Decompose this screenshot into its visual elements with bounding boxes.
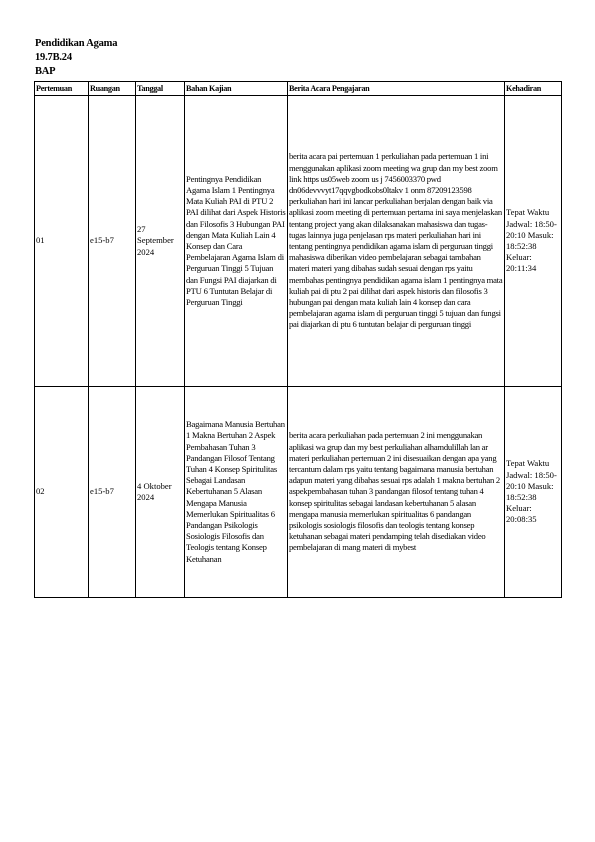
cell-berita-acara: berita acara perkuliahan pada pertemuan 2 ini menggunakan aplikasi wa grup dan my best perkuliahan alhamdulillah lan ar materi perkuliahan pertemuan 2 ini disesuaikan dengan apa yang tercantum dalam rps yaitu tentang bagaimana manusia bertuhan adapun materi yang dibahas sesuai rps adalah 1 makna bertuhan 2 aspekpembahasan tuhan 3 pandangan filosof tentang tuhan 4 konsep spiritulitas sebagai landasan kebertuhanan 5 alasan mengapa manusia memerlukan spiritualitas 6 pandangan psikologis sosiologis filosofis dan teologis tentang konsep ketuhanan sebagai materi pendamping telah disediakan video pembelajaran di mang materi di mybest — [288, 387, 505, 598]
cell-berita-acara: berita acara pai pertemuan 1 perkuliahan pada pertemuan 1 ini menggunakan aplikasi zoom meeting wa grup dan my best zoom link https us05web zoom us j 7456003370 pwd dn06devvvyt17qqvgbodkobs0ltakv 1 onm 87209123598 perkuliahan hari ini lancar perkuliahan berjalan dengan baik via aplikasi zoom meeting di pertemuan pertama ini saya menjelaskan tentang project yang akan dilaksanakan mahasiswa dan tugas-tugas lainnya juga penjelasan rps materi perkuliahan hari ini tentang pentingnya pendidikan agama islam di perguruan tinggi mahasiswa diberikan video pembelajaran sebagai tambahan materi materi yang dibahas sudah sesuai dengan rps yaitu membahas pentingnya pendidikan agama islam 1 pentingnya mata kuliah pai di ptu 2 pai dilihat dari aspek historis dan filosofis 3 hubungan pai dengan mata kuliah lain 4 konsep dan cara pembelajaran agama islam di perguruan tinggi 5 tujuan dan fungsi pai diajarkan di ptu 6 tuntutan belajar di perguruan tinggi — [288, 96, 505, 387]
col-header-kehadiran: Kehadiran — [505, 82, 562, 96]
col-header-tanggal: Tanggal — [136, 82, 185, 96]
cell-bahan-kajian: Pentingnya Pendidikan Agama Islam 1 Pentingnya Mata Kuliah PAI di PTU 2 PAI dilihat dari Aspek Historis dan Filosofis 3 Hubungan PAI dengan Mata Kuliah Lain 4 Konsep dan Cara Pembelajaran Agama Islam di Perguruan Tinggi 5 Tujuan dan Fungsi PAI diajarkan di PTU 6 Tuntutan Belajar di Perguruan Tinggi — [185, 96, 288, 387]
cell-tanggal: 27 September 2024 — [136, 96, 185, 387]
cell-bahan-kajian: Bagaimana Manusia Bertuhan 1 Makna Bertuhan 2 Aspek Pembahasan Tuhan 3 Pandangan Filosof Tentang Tuhan 4 Konsep Spiritulitas Sebagai Landasan Kebertuhanan 5 Alasan Mengapa Manusia Memerlukan Spiritualitas 6 Pandangan Psikologis Sosiologis Filosofis dan Teologis tentang Konsep Ketuhanan — [185, 387, 288, 598]
cell-ruangan: e15-b7 — [89, 96, 136, 387]
col-header-bahan-kajian: Bahan Kajian — [185, 82, 288, 96]
course-title: Pendidikan Agama — [35, 38, 118, 49]
col-header-berita-acara: Berita Acara Pengajaran — [288, 82, 505, 96]
table-row — [35, 96, 562, 387]
cell-kehadiran: Tepat Waktu Jadwal: 18:50-20:10 Masuk: 18:52:38 Keluar: 20:11:34 — [505, 96, 562, 387]
cell-tanggal: 4 Oktober 2024 — [136, 387, 185, 598]
cell-ruangan: e15-b7 — [89, 387, 136, 598]
col-header-ruangan: Ruangan — [89, 82, 136, 96]
table-row — [35, 387, 562, 598]
document-type: BAP — [35, 66, 56, 77]
cell-kehadiran: Tepat Waktu Jadwal: 18:50-20:10 Masuk: 18:52:38 Keluar: 20:08:35 — [505, 387, 562, 598]
cell-pertemuan: 02 — [35, 387, 89, 598]
cell-pertemuan: 01 — [35, 96, 89, 387]
table-header-row — [35, 82, 562, 96]
col-header-pertemuan: Pertemuan — [35, 82, 89, 96]
bap-table — [34, 81, 562, 598]
class-code: 19.7B.24 — [35, 52, 72, 63]
